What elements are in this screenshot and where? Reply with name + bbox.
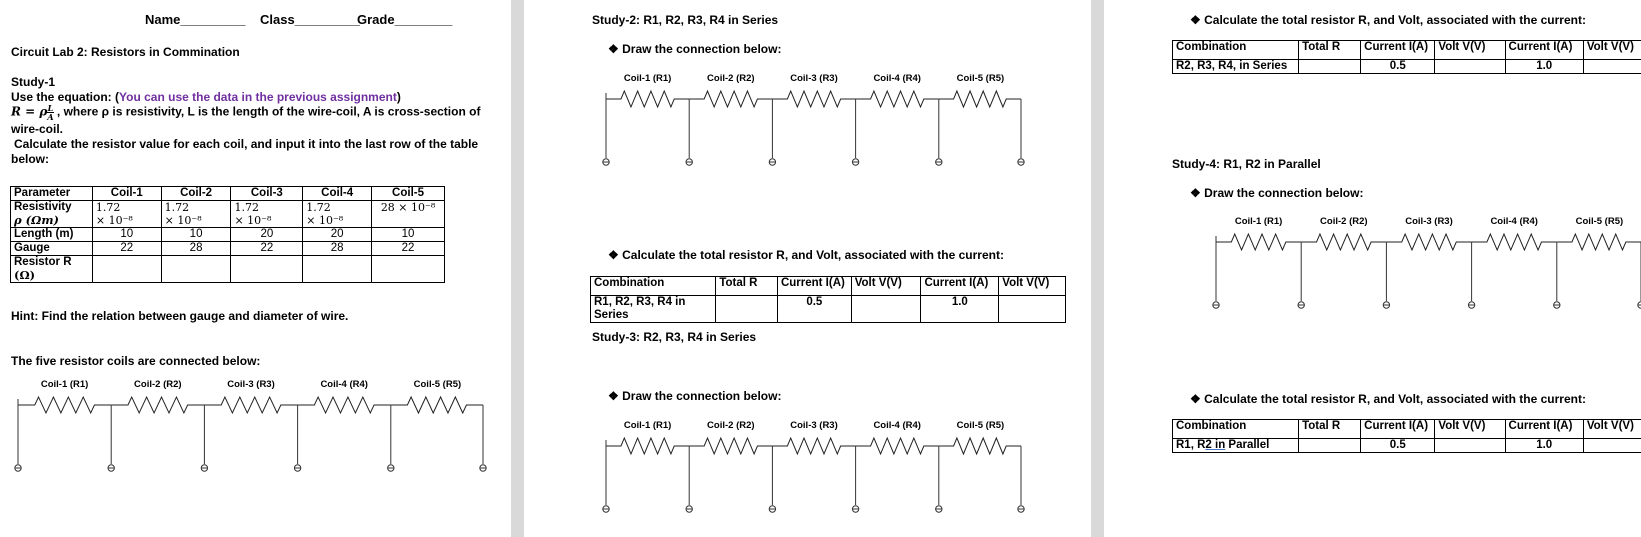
total-r-input[interactable] [716, 296, 778, 323]
header-coil-1: Coil-1 [92, 187, 161, 201]
resistance-equation [11, 104, 480, 122]
header-volt-2: Volt V(V) [999, 277, 1066, 296]
gauge-coil-4[interactable]: 28 [303, 242, 372, 256]
draw-connection-text: Draw the connection below: [622, 389, 782, 403]
resistor-zigzag [111, 397, 204, 413]
current-1-value: 0.5 [1361, 439, 1435, 453]
resistivity-coil-5[interactable] [372, 201, 445, 228]
coil-label: Coil-5 (R5) [413, 379, 462, 390]
header-coil-2: Coil-2 [161, 187, 231, 201]
table-row [11, 228, 445, 242]
header-volt-2: Volt V(V) [1583, 420, 1641, 439]
resistor-zigzag [18, 397, 111, 413]
resistor-zigzag [1216, 234, 1301, 250]
gauge-coil-2[interactable]: 28 [161, 242, 231, 256]
table-row [591, 296, 1066, 323]
use-equation-post: ) [396, 90, 401, 104]
combination-cell [1173, 439, 1299, 453]
header-current-1: Current I(A) [1361, 41, 1435, 60]
page-1 [0, 0, 511, 537]
coil-label: Coil-3 (R3) [790, 73, 838, 84]
current-1-value: 0.5 [1361, 60, 1435, 74]
resistor-zigzag [1301, 234, 1386, 250]
header-combination: Combination [1173, 420, 1299, 439]
resistivity-value: 28 × 10⁻⁸ [380, 201, 436, 214]
resistor-label [11, 256, 93, 283]
coil-label: Coil-2 (R2) [707, 420, 755, 431]
calc-total-study4 [1190, 392, 1586, 406]
table-row [1173, 41, 1641, 60]
resistor-zigzag [856, 91, 939, 107]
circuit-diagram-study2 [606, 72, 1022, 172]
total-r-input[interactable] [1299, 60, 1361, 74]
header-volt-1: Volt V(V) [851, 277, 921, 296]
resistor-coil-3-input[interactable] [231, 256, 303, 283]
header-total-r: Total R [716, 277, 778, 296]
use-equation-line [11, 90, 401, 104]
header-total-r: Total R [1299, 41, 1361, 60]
table-row [1173, 60, 1641, 74]
resistor-zigzag [689, 438, 772, 454]
draw-connection-study2 [608, 42, 781, 56]
lab-title: Circuit Lab 2: Resistors in Commination [11, 45, 240, 59]
resistor-unit: (Ω) [14, 268, 36, 282]
header-coil-5: Coil-5 [372, 187, 445, 201]
result-table-study4 [1172, 419, 1641, 453]
coil-label: Coil-4 (R4) [873, 420, 921, 431]
resistor-zigzag [772, 438, 855, 454]
header-current-2: Current I(A) [1505, 41, 1583, 60]
result-table-study3 [1172, 40, 1641, 74]
total-r-input[interactable] [1299, 439, 1361, 453]
length-coil-5[interactable]: 10 [372, 228, 445, 242]
connected-text: The five resistor coils are connected below: [11, 354, 261, 368]
study1-heading: Study-1 [11, 75, 56, 89]
volt-1-input[interactable] [851, 296, 921, 323]
coil-label: Coil-4 (R4) [1490, 216, 1538, 227]
page-3 [1104, 0, 1641, 537]
calc-instruction-1: Calculate the resistor value for each coil, and input it into the last row of the table [14, 137, 479, 151]
resistor-zigzag [606, 91, 689, 107]
study2-heading: Study-2: R1, R2, R3, R4 in Series [592, 13, 779, 27]
resistor-zigzag [298, 397, 391, 413]
resistivity-coil-1[interactable] [92, 201, 161, 228]
calc-total-study3 [1190, 13, 1586, 27]
header-total-r: Total R [1299, 420, 1361, 439]
equation-numerator: L [47, 103, 54, 113]
coil-label: Coil-5 (R5) [1575, 216, 1624, 227]
coil-label: Coil-1 (R1) [623, 73, 672, 84]
draw-connection-study3 [608, 389, 781, 403]
resistivity-coil-3[interactable] [231, 201, 303, 228]
resistivity-exponent: × 10⁻⁸ [306, 214, 344, 227]
circuit-diagram-study4 [1216, 215, 1641, 315]
coil-label: Coil-5 (R5) [956, 420, 1005, 431]
coil-label: Coil-2 (R2) [707, 73, 755, 84]
header-current-2: Current I(A) [921, 277, 999, 296]
resistor-coil-1-input[interactable] [92, 256, 161, 283]
equation-denominator: A [47, 112, 54, 122]
gauge-coil-3[interactable]: 22 [231, 242, 303, 256]
calc-total-study2 [608, 248, 1004, 262]
resistivity-label-text: Resistivity [14, 201, 72, 213]
resistor-zigzag [1557, 234, 1641, 250]
gauge-label: Gauge [11, 242, 93, 256]
resistor-zigzag [689, 91, 772, 107]
calc-total-text: Calculate the total resistor R, and Volt, associated with the current: [1204, 392, 1586, 406]
current-1-value: 0.5 [777, 296, 851, 323]
draw-connection-study4 [1190, 186, 1363, 200]
bullet-icon: ❖ [1190, 392, 1201, 406]
resistor-coil-4-input[interactable] [303, 256, 372, 283]
coil-label: Coil-3 (R3) [1405, 216, 1453, 227]
coil-label: Coil-3 (R3) [227, 379, 275, 390]
coil-label: Coil-2 (R2) [134, 379, 182, 390]
coil-label: Coil-3 (R3) [790, 420, 838, 431]
header-volt-2: Volt V(V) [1583, 41, 1641, 60]
header-parameter: Parameter [11, 187, 93, 201]
volt-1-input[interactable] [1435, 60, 1505, 74]
draw-connection-text: Draw the connection below: [1204, 186, 1364, 200]
resistor-zigzag [939, 438, 1021, 454]
result-table-study2 [590, 276, 1066, 323]
length-label: Length (m) [11, 228, 93, 242]
coil-label: Coil-1 (R1) [1234, 216, 1283, 227]
volt-2-input[interactable] [999, 296, 1066, 323]
table-row [11, 242, 445, 256]
resistivity-value: 1.72 [234, 201, 259, 214]
coil-label: Coil-4 (R4) [320, 379, 368, 390]
header-coil-3: Coil-3 [231, 187, 303, 201]
table-row [11, 256, 445, 283]
volt-1-input[interactable] [1435, 439, 1505, 453]
length-coil-4[interactable]: 20 [303, 228, 372, 242]
resistivity-exponent: × 10⁻⁸ [164, 214, 202, 227]
coil-label: Coil-1 (R1) [623, 420, 672, 431]
combination-line-1: R1, R2, R3, R4 in [594, 296, 686, 308]
table-row [591, 277, 1066, 296]
grade-field-label[interactable]: Grade________ [357, 12, 453, 27]
resistivity-unit: ρ (Ωm) [14, 213, 59, 227]
study4-heading: Study-4: R1, R2 in Parallel [1172, 157, 1321, 171]
coil-label: Coil-5 (R5) [956, 73, 1005, 84]
bullet-icon: ❖ [1190, 13, 1201, 27]
resistivity-coil-2[interactable] [161, 201, 231, 228]
resistivity-exponent: × 10⁻⁸ [234, 214, 272, 227]
resistor-zigzag [606, 438, 689, 454]
resistor-zigzag [1472, 234, 1557, 250]
resistor-zigzag [1386, 234, 1471, 250]
equation-description-cont: wire-coil. [11, 122, 64, 136]
use-equation-pre: Use the equation: ( [11, 90, 120, 104]
combination-cell [591, 296, 716, 323]
calc-total-text: Calculate the total resistor R, and Volt, associated with the current: [1204, 13, 1586, 27]
table-row [11, 187, 445, 201]
circuit-diagram-study3 [606, 419, 1022, 519]
volt-2-input[interactable] [1583, 60, 1641, 74]
current-2-value: 1.0 [1505, 60, 1583, 74]
resistor-zigzag [772, 91, 855, 107]
length-coil-2[interactable]: 10 [161, 228, 231, 242]
coil-label: Coil-1 (R1) [40, 379, 89, 390]
header-current-2: Current I(A) [1505, 420, 1583, 439]
current-2-value: 1.0 [1505, 439, 1583, 453]
header-volt-1: Volt V(V) [1435, 41, 1505, 60]
gauge-coil-5[interactable]: 22 [372, 242, 445, 256]
resistivity-value: 1.72 [95, 201, 121, 214]
resistivity-label [11, 201, 93, 228]
resistor-zigzag [856, 438, 939, 454]
header-volt-1: Volt V(V) [1435, 420, 1505, 439]
resistor-zigzag [391, 397, 483, 413]
resistor-coil-2-input[interactable] [161, 256, 231, 283]
bullet-icon: ❖ [608, 389, 619, 403]
coil-label: Coil-4 (R4) [873, 73, 921, 84]
page-2 [524, 0, 1091, 537]
header-current-1: Current I(A) [777, 277, 851, 296]
equation-description: , where ρ is resistivity, L is the length of the wire-coil, A is cross-section of [53, 104, 481, 119]
resistor-coil-5-input[interactable] [372, 256, 445, 283]
study3-heading: Study-3: R2, R3, R4 in Series [592, 330, 757, 344]
combination-line-2: Series [594, 309, 629, 321]
resistivity-coil-4[interactable] [303, 201, 372, 228]
resistor-zigzag [204, 397, 297, 413]
draw-connection-text: Draw the connection below: [622, 42, 782, 56]
name-field-label[interactable]: Name_________ [145, 12, 246, 27]
header-combination: Combination [1173, 41, 1299, 60]
header-coil-4: Coil-4 [303, 187, 372, 201]
calc-instruction-2: below: [11, 152, 49, 166]
previous-assignment-note: You can use the data in the previous assignment [119, 90, 397, 104]
table-row [11, 201, 445, 228]
header-current-1: Current I(A) [1361, 420, 1435, 439]
circuit-diagram-page1 [18, 378, 484, 478]
calc-total-text: Calculate the total resistor R, and Volt, associated with the current: [622, 248, 1004, 262]
current-2-value: 1.0 [921, 296, 999, 323]
volt-2-input[interactable] [1583, 439, 1641, 453]
equation-lhs: R = ρ [11, 104, 48, 119]
length-coil-3[interactable]: 20 [231, 228, 303, 242]
combination-cell: R2, R3, R4, in Series [1173, 60, 1299, 74]
resistivity-exponent: × 10⁻⁸ [95, 214, 133, 227]
length-coil-1[interactable]: 10 [92, 228, 161, 242]
combination-part-a: R1, R [1176, 439, 1206, 451]
gauge-coil-1[interactable]: 22 [92, 242, 161, 256]
resistor-zigzag [939, 91, 1021, 107]
parameter-table [10, 186, 445, 283]
resistivity-value: 1.72 [306, 201, 331, 214]
coil-label: Coil-2 (R2) [1320, 216, 1368, 227]
table-row [1173, 420, 1641, 439]
table-row [1173, 439, 1641, 453]
bullet-icon: ❖ [1190, 186, 1201, 200]
resistivity-value: 1.72 [164, 201, 190, 214]
combination-part-c: Parallel [1225, 439, 1270, 451]
resistor-label-text: Resistor R [14, 256, 72, 268]
combination-part-b: 2 in [1205, 439, 1226, 451]
hint-text: Hint: Find the relation between gauge and diameter of wire. [11, 309, 349, 323]
bullet-icon: ❖ [608, 248, 619, 262]
class-field-label[interactable]: Class_________ [260, 12, 360, 27]
bullet-icon: ❖ [608, 42, 619, 56]
header-combination: Combination [591, 277, 716, 296]
